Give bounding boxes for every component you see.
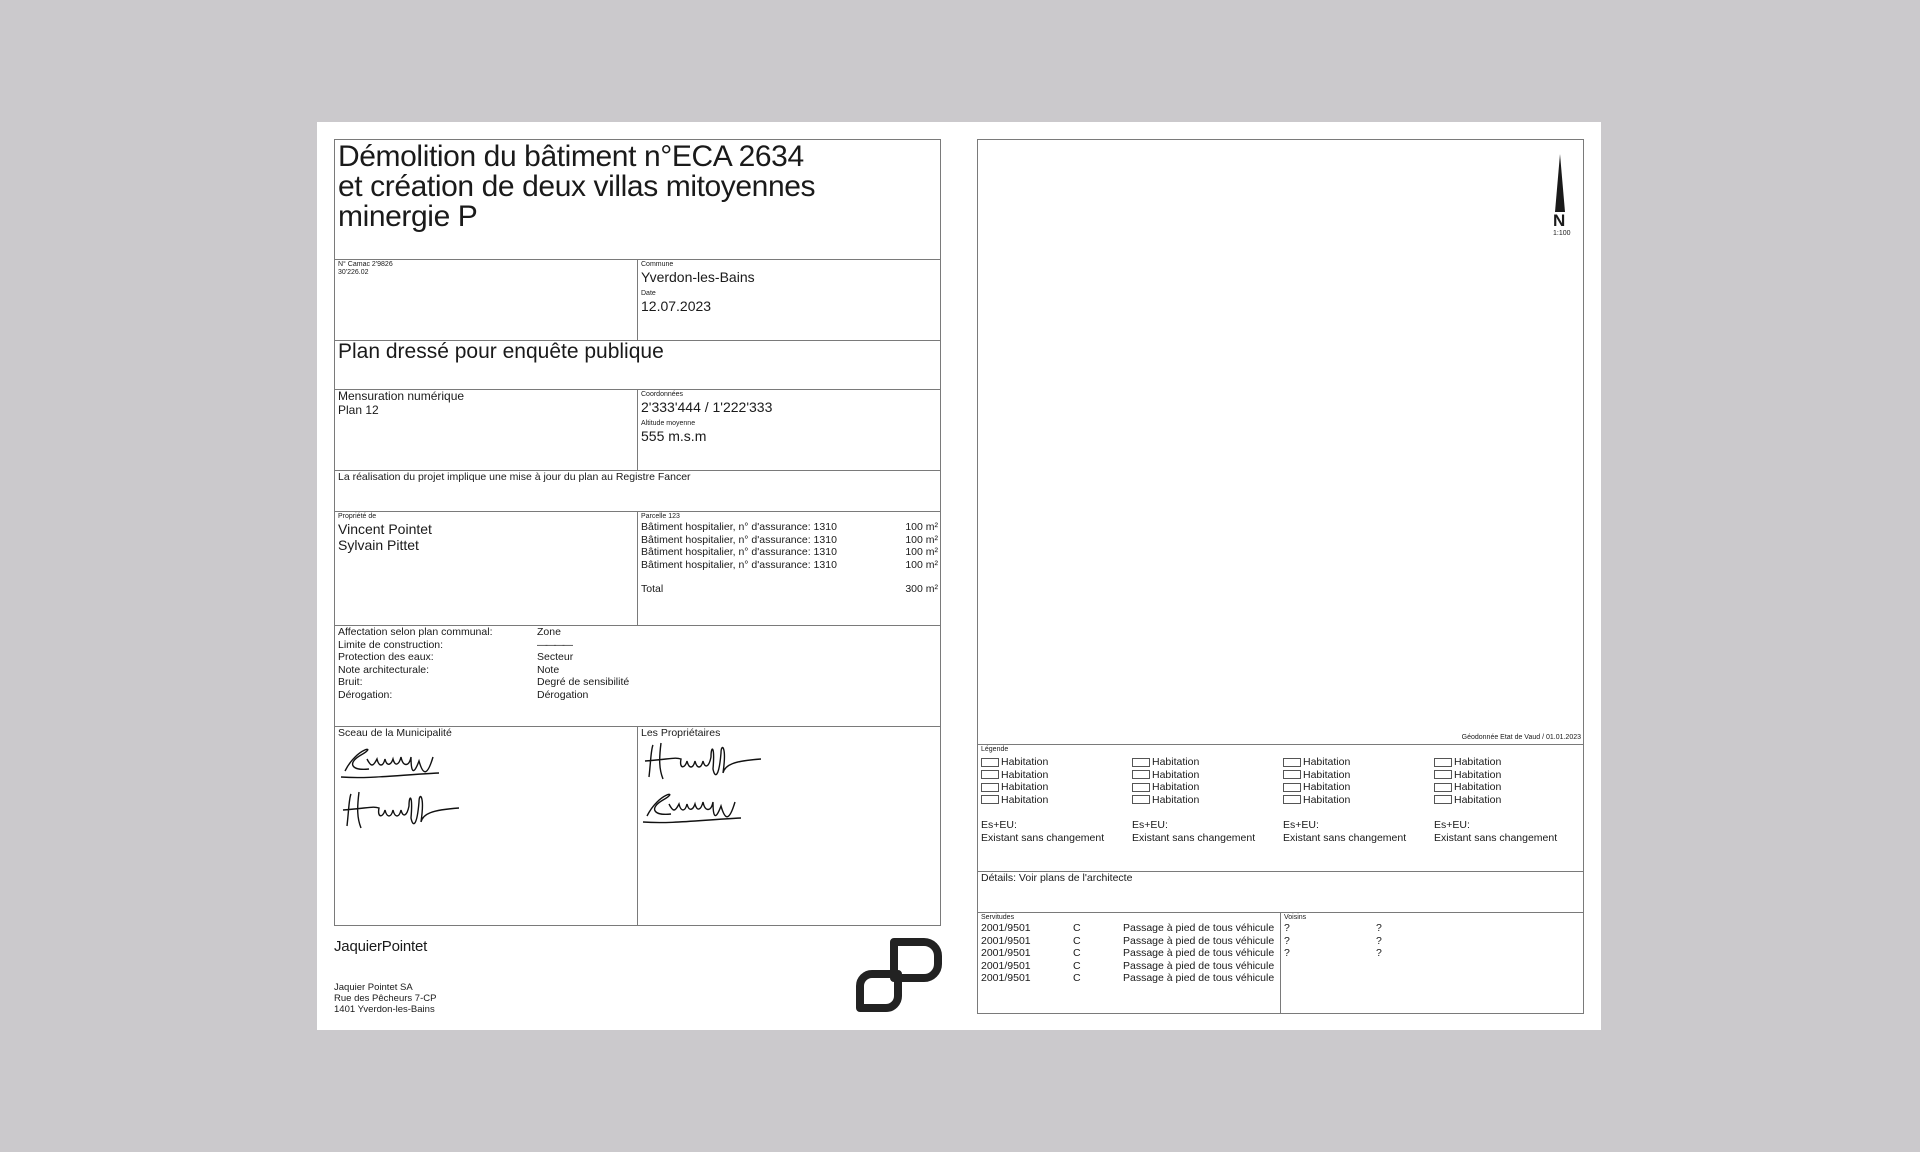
- coordonnees-cell: Coordonnées 2'333'444 / 1'222'333 Altitude moyenne 555 m.s.m: [641, 391, 773, 444]
- parcelle-row: Bâtiment hospitalier, n° d'assurance: 1310 100 m²: [641, 533, 938, 546]
- servitude-row: 2001/9501 C Passage à pied de tous véhicule: [981, 959, 1275, 972]
- swatch-icon: [981, 783, 999, 792]
- servitude-row: 2001/9501 C Passage à pied de tous véhicule: [981, 922, 1275, 934]
- geodata-credit: Géodonnée Etat de Vaud / 01.01.2023: [1461, 734, 1581, 741]
- legend-item: Habitation: [1132, 781, 1280, 794]
- camac-label: N° Camac 2'9826: [338, 261, 393, 268]
- swatch-icon: [1434, 770, 1452, 779]
- camac-cell: [338, 261, 393, 277]
- coordonnees-value: 2'333'444 / 1'222'333: [641, 399, 773, 415]
- divider-vertical: [637, 389, 638, 470]
- legend-item: Habitation: [981, 756, 1129, 769]
- signature-municipalite-2: [339, 788, 464, 832]
- affectation-row: Limite de construction: ————: [338, 638, 571, 651]
- voisins-label: Voisins: [1284, 914, 1307, 921]
- affectation-row: Dérogation: Dérogation: [338, 688, 589, 701]
- legend-item: Habitation: [981, 781, 1129, 794]
- company-logo: [854, 938, 942, 1019]
- plan-title-block: [334, 340, 941, 390]
- swatch-icon: [981, 758, 999, 767]
- company-name: JaquierPointet: [334, 938, 428, 955]
- affectation-row: Bruit: Degré de sensibilité: [338, 676, 630, 688]
- info-block-commune: [334, 259, 941, 341]
- divider-vertical: [637, 511, 638, 625]
- servitudes-table: [981, 922, 1281, 985]
- legend-item: Habitation: [1434, 781, 1582, 794]
- voisin-row: ? ?: [1284, 947, 1382, 959]
- affectation-row: Affectation selon plan communal: Zone: [338, 626, 561, 638]
- signatures-block: [334, 726, 941, 926]
- registre-block: [334, 470, 941, 512]
- altitude-value: 555 m.s.m: [641, 428, 707, 444]
- divider-vertical: [1280, 912, 1281, 1013]
- owner-name: Vincent Pointet: [338, 521, 432, 537]
- servitude-row: 2001/9501 C Passage à pied de tous véhicule: [981, 972, 1275, 984]
- voisin-row: ? ?: [1284, 922, 1382, 934]
- swatch-icon: [1283, 770, 1301, 779]
- legend-column: Habitation Habitation Habitation Habitation Es+EU: Existant sans changement: [1283, 756, 1431, 844]
- legend-block: [977, 744, 1584, 872]
- legend-column: Habitation Habitation Habitation Habitation Es+EU: Existant sans changement: [1434, 756, 1582, 844]
- commune-cell: Commune Yverdon-les-Bains Date 12.07.2023: [641, 261, 755, 314]
- servitude-row: 2001/9501 C Passage à pied de tous véhicule: [981, 934, 1275, 947]
- legend-item: Habitation: [1283, 756, 1431, 769]
- swatch-icon: [981, 795, 999, 804]
- swatch-icon: [1132, 795, 1150, 804]
- propriete-block: [334, 511, 941, 626]
- swatch-icon: [1434, 758, 1452, 767]
- project-title: Démolition du bâtiment n°ECA 2634 et création de deux villas mitoyennes minergie P: [338, 140, 816, 233]
- swatch-icon: [981, 770, 999, 779]
- legend-item: Habitation: [981, 769, 1129, 782]
- servitudes-block: [977, 912, 1584, 1014]
- signature-proprietaire-1: [641, 739, 766, 783]
- parcelle-label: Parcelle 123: [641, 513, 680, 520]
- legend-column: Habitation Habitation Habitation Habitation Es+EU: Existant sans changement: [1132, 756, 1280, 844]
- affectation-list: [338, 626, 738, 701]
- mensuration-cell: Mensuration numérique Plan 12: [338, 389, 465, 417]
- title-block: [334, 139, 941, 260]
- swatch-icon: [1434, 783, 1452, 792]
- affectation-row: Protection des eaux: Secteur: [338, 651, 574, 663]
- proprietaires-label: Les Propriétaires: [641, 727, 721, 739]
- parcelle-row: Bâtiment hospitalier, n° d'assurance: 1310 100 m²: [641, 546, 938, 558]
- swatch-icon: [1283, 795, 1301, 804]
- parcelle-total: Total 300 m²: [641, 583, 938, 595]
- swatch-icon: [1132, 770, 1150, 779]
- signature-municipalite-1: [339, 741, 449, 783]
- camac-value: 30'226.02: [338, 269, 369, 276]
- map-area: [977, 139, 1584, 745]
- commune-value: Yverdon-les-Bains: [641, 269, 755, 285]
- legend-column: Habitation Habitation Habitation Habitation Es+EU: Existant sans changement: [981, 756, 1129, 844]
- details-note: Détails: Voir plans de l'architecte: [981, 872, 1133, 884]
- legend-item: Habitation: [1132, 794, 1280, 807]
- legend-item: Habitation: [981, 794, 1129, 807]
- swatch-icon: [1283, 758, 1301, 767]
- details-block: [977, 871, 1584, 913]
- legend-item: Habitation: [1283, 781, 1431, 794]
- scale-label: 1:100: [1553, 230, 1571, 237]
- parcelle-row: Bâtiment hospitalier, n° d'assurance: 1310 100 m²: [641, 521, 938, 533]
- registre-note: La réalisation du projet implique une mise à jour du plan au Registre Fancer: [338, 471, 691, 483]
- servitude-row: 2001/9501 C Passage à pied de tous véhicule: [981, 947, 1275, 959]
- company-address: Jaquier Pointet SA Rue des Pêcheurs 7-CP 1401 Yverdon-les-Bains: [334, 982, 437, 1015]
- swatch-icon: [1132, 758, 1150, 767]
- north-arrow-icon: [1554, 154, 1566, 217]
- swatch-icon: [1434, 795, 1452, 804]
- owner-name: Sylvain Pittet: [338, 537, 419, 553]
- legend-item: Habitation: [1283, 769, 1431, 782]
- date-value: 12.07.2023: [641, 298, 712, 314]
- propriete-cell: Propriété de Vincent Pointet Sylvain Pittet: [338, 513, 432, 553]
- north-letter: N: [1553, 211, 1566, 230]
- legend-item: Habitation: [1434, 769, 1582, 782]
- signature-proprietaire-2: [641, 786, 751, 828]
- affectation-row: Note architecturale: Note: [338, 663, 560, 676]
- swatch-icon: [1132, 783, 1150, 792]
- plan-sheet: [317, 122, 1601, 1030]
- parcelle-row: Bâtiment hospitalier, n° d'assurance: 1310 100 m²: [641, 558, 938, 571]
- parcelle-cell: [641, 513, 938, 596]
- swatch-icon: [1283, 783, 1301, 792]
- divider-vertical: [637, 259, 638, 340]
- voisin-row: ? ?: [1284, 934, 1382, 947]
- legend-item: Habitation: [1132, 756, 1280, 769]
- sceau-label: Sceau de la Municipalité: [338, 727, 452, 739]
- divider-vertical: [637, 726, 638, 925]
- legend-item: Habitation: [1434, 794, 1582, 807]
- plan-title: Plan dressé pour enquête publique: [338, 340, 664, 363]
- mensuration-block: [334, 389, 941, 471]
- voisins-table: [1284, 922, 1484, 960]
- affectation-block: [334, 625, 941, 727]
- servitudes-label: Servitudes: [981, 914, 1015, 921]
- legend-item: Habitation: [1283, 794, 1431, 807]
- legend-item: Habitation: [1132, 769, 1280, 782]
- legend-label: Légende: [981, 746, 1009, 753]
- legend-item: Habitation: [1434, 756, 1582, 769]
